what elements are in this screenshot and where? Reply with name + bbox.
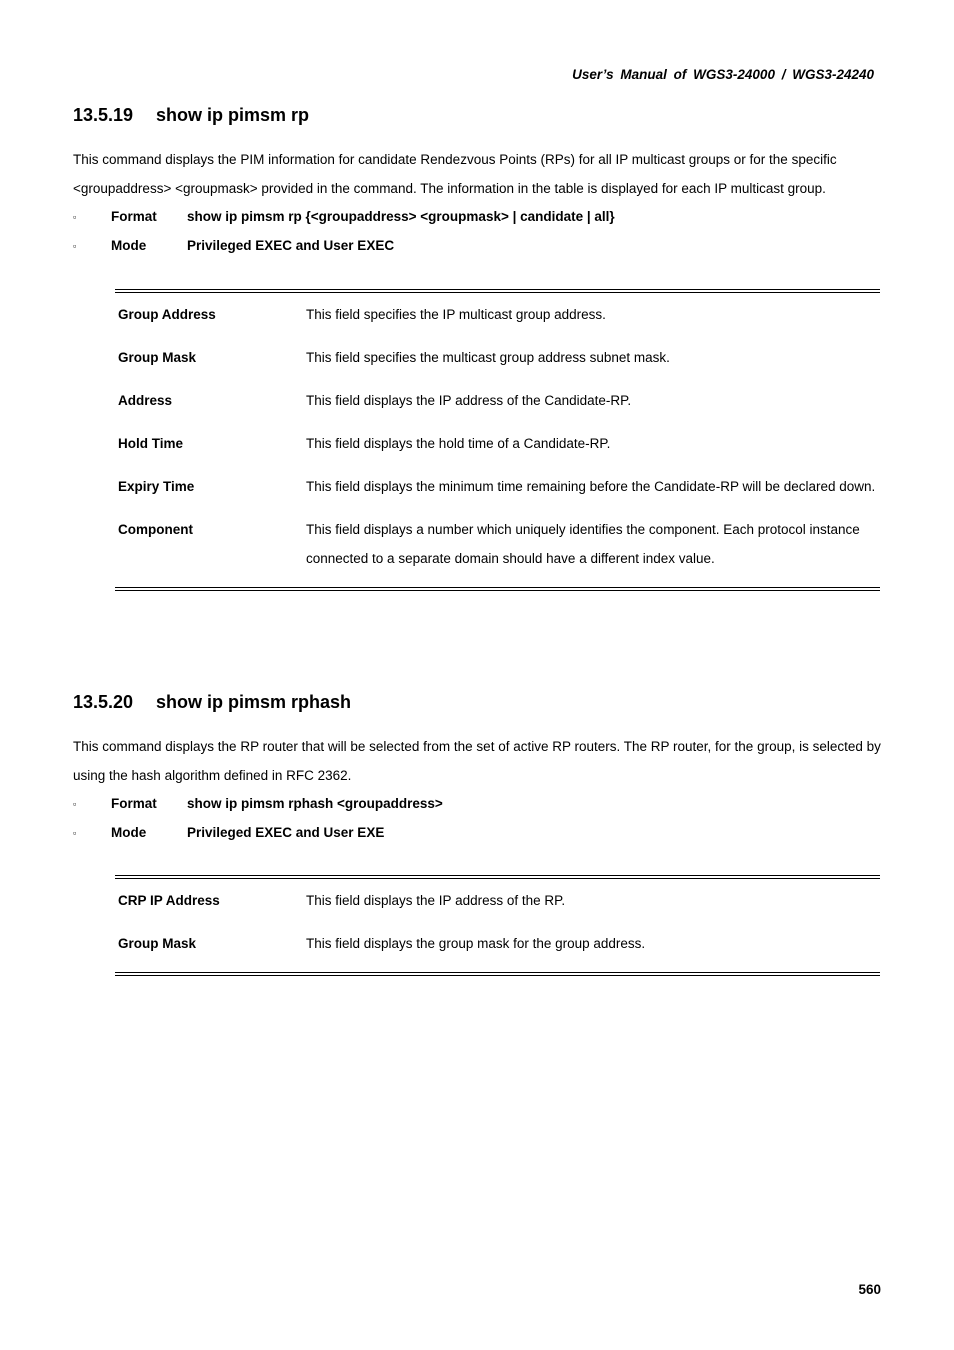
meta-value: Privileged EXEC and User EXEC [187,237,395,253]
command-meta [73,790,883,847]
section-title: show ip pimsm rp [156,105,310,125]
field-description: This field displays a number which uniquely identifies the component. Each protocol instance connected to a separate domain should have a different index value. [306,522,860,566]
bullet-icon: ▫ [73,827,77,838]
table-row [115,429,880,472]
page-header: User’s Manual of WGS3-24000 / WGS3-24240 [572,67,874,82]
bullet-icon: ▫ [73,212,77,222]
field-description: This field displays the IP address of the RP. [306,893,566,908]
field-name: Group Address [118,307,216,322]
meta-value: Privileged EXEC and User EXE [187,824,385,840]
fields-table-rphash [115,875,880,976]
bullet-icon: ▫ [73,240,77,251]
meta-label: Format [111,796,157,811]
field-name: Address [118,393,173,408]
table-row [115,886,880,929]
field-name: Component [118,522,193,537]
meta-label: Mode [111,237,147,253]
table-row [115,472,880,515]
page-number: 560 [858,1282,881,1297]
field-name: Expiry Time [118,479,195,494]
field-name: CRP IP Address [118,893,220,908]
table-row [115,386,880,429]
meta-mode [73,819,883,848]
section-title: show ip pimsm rphash [156,692,352,712]
meta-label: Format [111,209,157,224]
section-description: This command displays the RP router that will be selected from the set of active RP routers. The RP router, for the group, is selected by using the hash algorithm defined in RFC 2362. [73,739,881,783]
table-row [115,300,880,343]
command-meta [73,203,883,260]
section-description: This command displays the PIM information for candidate Rendezvous Points (RPs) for all IP multicast groups or for the specific <groupaddress> <groupmask> provided in the command. The information in the table is displayed for each IP multicast group. [73,152,837,196]
section-heading [73,104,883,126]
field-description: This field specifies the multicast group address subnet mask. [306,350,670,365]
meta-format [73,203,883,232]
field-name: Hold Time [118,436,184,451]
table-row [115,929,880,972]
meta-mode [73,232,883,261]
section-show-ip-pimsm-rphash [73,691,883,847]
meta-label: Mode [111,824,147,840]
section-number: 13.5.20 [73,692,134,712]
meta-value: show ip pimsm rphash <groupaddress> [187,796,443,811]
section-heading [73,691,883,713]
meta-format [73,790,883,819]
field-description: This field displays the IP address of the Candidate-RP. [306,393,632,408]
fields-table-rp [115,289,880,591]
table-row [115,515,880,587]
field-description: This field displays the minimum time remaining before the Candidate-RP will be declared down. [306,479,876,494]
field-description: This field displays the hold time of a Candidate-RP. [306,436,611,451]
section-number: 13.5.19 [73,105,134,125]
table-row [115,343,880,386]
bullet-icon: ▫ [73,799,77,809]
field-name: Group Mask [118,350,197,365]
meta-value: show ip pimsm rp {<groupaddress> <groupmask> | candidate | all} [187,209,615,224]
field-description: This field specifies the IP multicast group address. [306,307,606,322]
field-name: Group Mask [118,936,197,951]
section-show-ip-pimsm-rp [73,104,883,260]
field-description: This field displays the group mask for the group address. [306,936,646,951]
